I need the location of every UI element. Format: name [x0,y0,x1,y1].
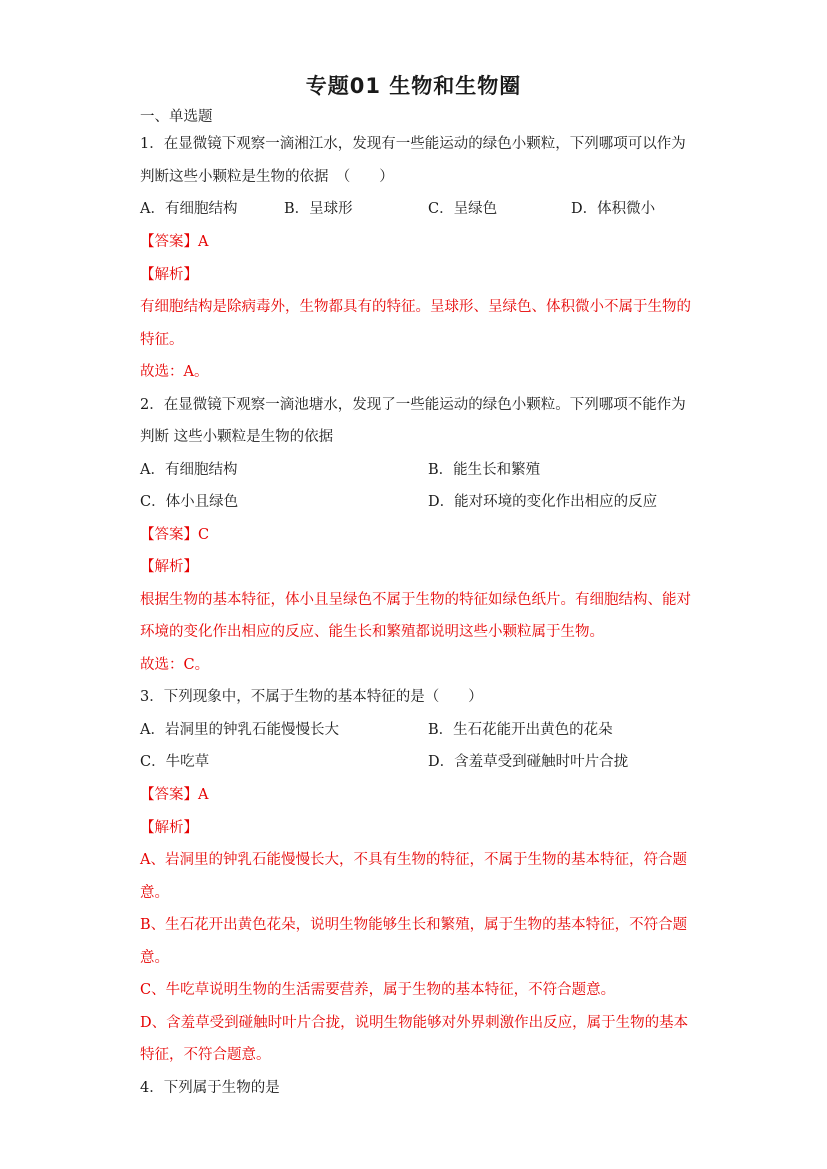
q1-conclusion: 故选：A。 [140,364,209,380]
q1-analysis-line2: 特征。 [140,332,184,348]
q2-option-a: A．有细胞结构 [140,462,238,478]
q2-option-b: B．能生长和繁殖 [428,462,541,478]
q2-answer: 【答案】C [140,527,210,543]
q3-option-c: C．牛吃草 [140,754,210,770]
q3-analysis-c-line1: C、牛吃草说明生物的生活需要营养，属于生物的基本特征，不符合题意。 [140,982,616,998]
q2-option-d: D．能对环境的变化作出相应的反应 [428,494,658,510]
q3-option-d: D．含羞草受到碰触时叶片合拢 [428,754,629,770]
q1-option-d: D．体积微小 [571,201,656,217]
q2-stem-line1: 2．在显微镜下观察一滴池塘水，发现了一些能运动的绿色小颗粒。下列哪项不能作为 [140,397,686,413]
q2-analysis-line2: 环境的变化作出相应的反应、能生长和繁殖都说明这些小颗粒属于生物。 [140,624,604,640]
q1-stem-line1: 1．在显微镜下观察一滴湘江水，发现有一些能运动的绿色小颗粒，下列哪项可以作为 [140,136,686,152]
q1-stem-line2: 判断这些小颗粒是生物的依据 （ ） [140,169,394,185]
q2-conclusion: 故选：C。 [140,657,210,673]
page-title: 专题01 生物和生物圈 [305,74,522,98]
q3-analysis-b-line2: 意。 [140,950,169,966]
q1-option-b: B．呈球形 [284,201,353,217]
q2-analysis-label: 【解析】 [140,559,198,575]
q1-analysis-line1: 有细胞结构是除病毒外，生物都具有的特征。呈球形、呈绿色、体积微小不属于生物的 [140,299,691,315]
q2-option-c: C．体小且绿色 [140,494,239,510]
q3-analysis-label: 【解析】 [140,820,198,836]
q3-option-a: A．岩洞里的钟乳石能慢慢长大 [140,722,339,738]
q4-stem-line1: 4．下列属于生物的是 [140,1080,280,1096]
section-heading: 一、单选题 [140,109,213,125]
q1-option-c: C．呈绿色 [428,201,498,217]
q2-stem-line2: 判断 这些小颗粒是生物的依据 [140,429,334,445]
q3-analysis-d-line1: D、含羞草受到碰触时叶片合拢，说明生物能够对外界刺激作出反应，属于生物的基本 [140,1015,689,1031]
q1-option-a: A．有细胞结构 [140,201,238,217]
q3-option-b: B．生石花能开出黄色的花朵 [428,722,613,738]
q3-analysis-a-line1: A、岩洞里的钟乳石能慢慢长大，不具有生物的特征，不属于生物的基本特征，符合题 [140,852,687,868]
q2-analysis-line1: 根据生物的基本特征，体小且呈绿色不属于生物的特征如绿色纸片。有细胞结构、能对 [140,592,691,608]
q3-analysis-d-line2: 特征，不符合题意。 [140,1047,271,1063]
q3-stem-line1: 3．下列现象中，不属于生物的基本特征的是（ ） [140,689,483,705]
q3-analysis-b-line1: B、生石花开出黄色花朵，说明生物能够生长和繁殖，属于生物的基本特征，不符合题 [140,917,688,933]
q1-answer: 【答案】A [140,234,209,250]
q3-answer: 【答案】A [140,787,209,803]
q3-analysis-a-line2: 意。 [140,885,169,901]
q1-analysis-label: 【解析】 [140,267,198,283]
